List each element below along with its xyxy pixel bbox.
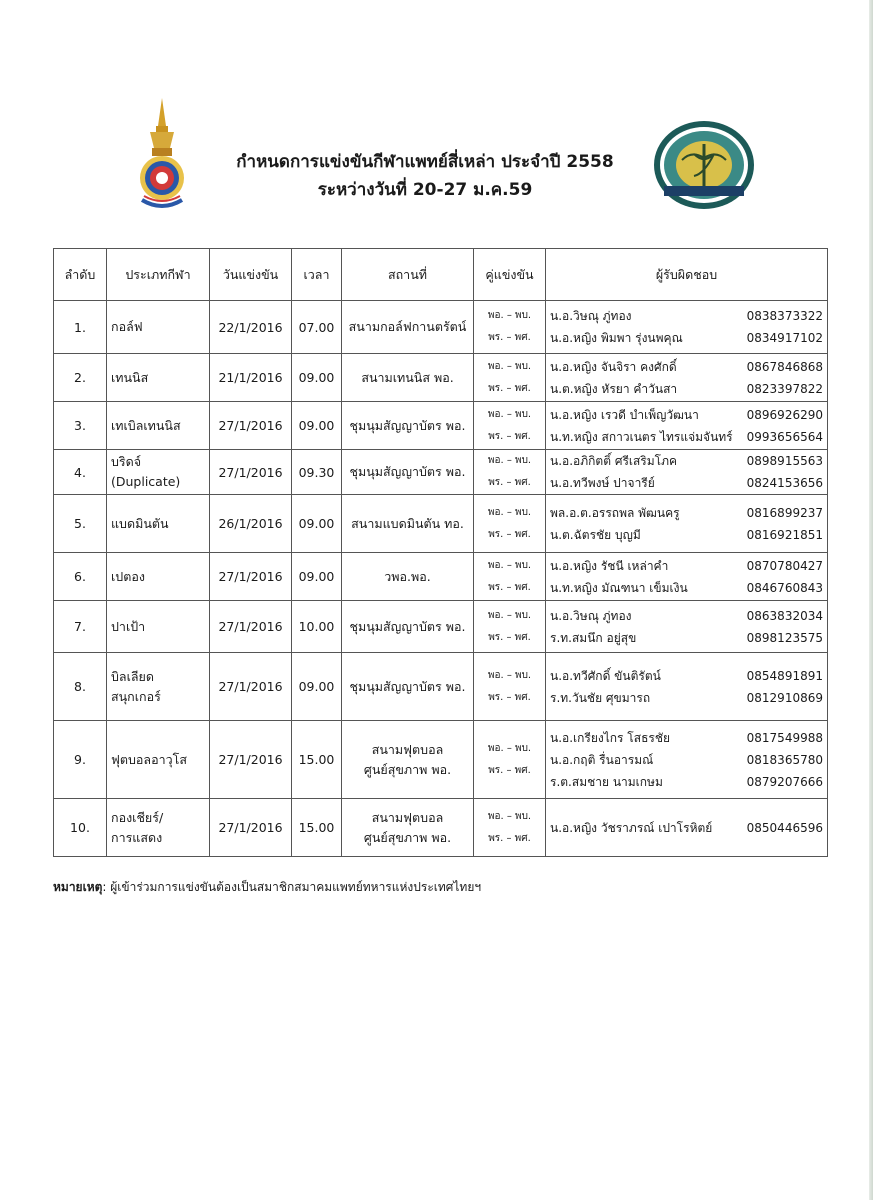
table-row <box>54 402 828 450</box>
person-name: น.อ.หญิง จันจิรา คงศักดิ์ <box>550 359 677 374</box>
person-name: น.อ.ทวีศักดิ์ ขันติรัตน์ <box>550 668 661 683</box>
responsible-person <box>550 450 823 472</box>
pair-line: พอ. – พบ. <box>487 360 532 372</box>
person-name: น.อ.วิษณุ ภู่ทอง <box>550 608 632 623</box>
cell-sport <box>107 301 210 354</box>
responsible-person <box>550 502 823 524</box>
person-phone: 0854891891 <box>746 668 823 683</box>
sport-name-line: บิลเลียด <box>111 668 154 684</box>
person-phone: 0834917102 <box>746 331 823 345</box>
cell-responsible <box>546 495 828 553</box>
person-name: น.อ.หญิง รัชนี เหล่าคำ <box>550 558 669 573</box>
responsible-person <box>550 305 823 327</box>
person-phone: 0898123575 <box>746 630 823 645</box>
sport-name-line: บริดจ์ <box>111 454 142 469</box>
cell-venue <box>342 721 474 799</box>
document-title: กำหนดการแข่งขันกีฬาแพทย์สี่เหล่า ประจำปี 2558 <box>236 152 614 172</box>
person-name: ร.ท.วันชัย ศุขมารถ <box>550 690 651 705</box>
venue-line: สนามเทนนิส พอ. <box>361 369 454 385</box>
pair-line: พร. – พศ. <box>488 430 531 442</box>
cell-no: 8. <box>54 653 107 721</box>
person-name: น.ท.หญิง มัณฑนา เข็มเงิน <box>550 580 688 595</box>
cell-date: 27/1/2016 <box>210 601 292 653</box>
cell-responsible <box>546 301 828 354</box>
pair-line: พอ. – พบ. <box>487 408 532 420</box>
person-phone: 0863832034 <box>746 608 823 623</box>
pair-line: พอ. – พบ. <box>487 669 532 681</box>
cell-time: 09.00 <box>292 553 342 601</box>
page-edge <box>869 0 873 1200</box>
sport-name-line: ฟุตบอลอาวุโส <box>111 751 187 767</box>
table-row <box>54 495 828 553</box>
responsible-person <box>550 665 823 687</box>
cell-venue <box>342 301 474 354</box>
cell-sport <box>107 653 210 721</box>
person-name: น.ต.ฉัตรชัย บุญมี <box>550 527 641 542</box>
table-header-row <box>54 249 828 301</box>
sport-name-line: สนุกเกอร์ <box>111 688 161 704</box>
table-row <box>54 301 828 354</box>
venue-line: สนามแบดมินตัน ทอ. <box>351 515 464 531</box>
cell-no: 2. <box>54 354 107 402</box>
person-phone: 0838373322 <box>746 309 823 323</box>
responsible-person <box>550 472 823 494</box>
cell-no: 3. <box>54 402 107 450</box>
cell-sport <box>107 495 210 553</box>
person-phone: 0898915563 <box>746 454 823 468</box>
cell-venue <box>342 553 474 601</box>
cell-venue <box>342 450 474 495</box>
venue-line: ชุมนุมสัญญาบัตร พอ. <box>349 618 466 634</box>
cell-pairs <box>474 301 546 354</box>
pair-line: พอ. – พบ. <box>487 310 532 321</box>
table-row <box>54 553 828 601</box>
pair-line: พร. – พศ. <box>488 631 531 643</box>
person-phone: 0818365780 <box>746 752 823 767</box>
cell-venue <box>342 354 474 402</box>
cell-time: 10.00 <box>292 601 342 653</box>
cell-responsible <box>546 721 828 799</box>
responsible-person <box>550 356 823 378</box>
person-phone: 0870780427 <box>746 558 823 573</box>
cell-no: 1. <box>54 301 107 354</box>
cell-responsible <box>546 450 828 495</box>
person-name: น.อ.วิษณุ ภู่ทอง <box>550 309 632 323</box>
pair-line: พอ. – พบ. <box>487 455 532 466</box>
pair-line: พร. – พศ. <box>488 528 531 540</box>
military-medical-association-seal-logo <box>652 120 756 210</box>
person-name: ร.ท.สมนึก อยู่สุข <box>550 630 637 645</box>
cell-sport <box>107 553 210 601</box>
sport-name-line: (Duplicate) <box>111 474 181 489</box>
document-title-block <box>210 148 640 204</box>
sport-name-line: ปาเป้า <box>111 618 146 634</box>
responsible-person <box>550 327 823 349</box>
cell-date: 22/1/2016 <box>210 301 292 354</box>
cell-sport <box>107 601 210 653</box>
sport-name-line: เทนนิส <box>111 369 149 385</box>
pair-line: พร. – พศ. <box>488 382 531 394</box>
table-row <box>54 601 828 653</box>
responsible-person <box>550 817 823 839</box>
person-phone: 0817549988 <box>746 730 823 745</box>
cell-no: 4. <box>54 450 107 495</box>
cell-sport <box>107 402 210 450</box>
header-pair: คู่แข่งขัน <box>474 249 546 301</box>
responsible-person <box>550 749 823 771</box>
cell-no: 6. <box>54 553 107 601</box>
cell-time: 09.00 <box>292 402 342 450</box>
header-no: ลำดับ <box>54 249 107 301</box>
table-row <box>54 653 828 721</box>
person-phone: 0993656564 <box>746 429 823 444</box>
person-name: พล.อ.ต.อรรถพล พัฒนครู <box>550 505 680 520</box>
venue-line: สนามฟุตบอล <box>371 741 444 757</box>
sport-name-line: กอล์ฟ <box>111 319 143 334</box>
person-phone: 0823397822 <box>746 381 823 396</box>
sport-name-line: เทเบิลเทนนิส <box>111 417 181 433</box>
cell-pairs <box>474 495 546 553</box>
cell-pairs <box>474 601 546 653</box>
cell-venue <box>342 601 474 653</box>
pair-line: พร. – พศ. <box>488 477 531 488</box>
cell-pairs <box>474 450 546 495</box>
person-phone: 0850446596 <box>746 820 823 835</box>
cell-time: 09.00 <box>292 653 342 721</box>
cell-sport <box>107 354 210 402</box>
responsible-person <box>550 627 823 649</box>
person-name: น.อ.ทวีพงษ์ ปาจารีย์ <box>550 476 655 490</box>
responsible-person <box>550 727 823 749</box>
responsible-person <box>550 577 823 599</box>
table-row <box>54 721 828 799</box>
sport-name-line: กองเชียร์/ <box>111 809 164 825</box>
pair-line: พร. – พศ. <box>488 832 531 844</box>
venue-line: ชุมนุมสัญญาบัตร พอ. <box>349 417 466 433</box>
cell-responsible <box>546 553 828 601</box>
venue-line: วพอ.พอ. <box>384 568 431 584</box>
cell-date: 27/1/2016 <box>210 450 292 495</box>
cell-date: 27/1/2016 <box>210 402 292 450</box>
responsible-person <box>550 771 823 793</box>
header-venue: สถานที่ <box>342 249 474 301</box>
cell-venue <box>342 653 474 721</box>
venue-line: ชุมนุมสัญญาบัตร พอ. <box>349 678 466 694</box>
person-name: น.อ.เกรียงไกร โสธรชัย <box>550 730 671 745</box>
header-time: เวลา <box>292 249 342 301</box>
cell-time: 09.00 <box>292 354 342 402</box>
cell-venue <box>342 402 474 450</box>
person-phone: 0812910869 <box>746 690 823 705</box>
cell-responsible <box>546 402 828 450</box>
person-phone: 0867846868 <box>746 359 823 374</box>
cell-date: 21/1/2016 <box>210 354 292 402</box>
cell-time: 15.00 <box>292 799 342 857</box>
venue-line: ชุมนุมสัญญาบัตร พอ. <box>349 464 466 479</box>
cell-sport <box>107 450 210 495</box>
sport-name-line: การแสดง <box>111 829 163 845</box>
cell-date: 26/1/2016 <box>210 495 292 553</box>
pair-line: พอ. – พบ. <box>487 810 532 822</box>
table-row <box>54 799 828 857</box>
cell-no: 9. <box>54 721 107 799</box>
army-medical-emblem-logo <box>134 96 190 214</box>
person-phone: 0896926290 <box>746 407 823 422</box>
cell-no: 7. <box>54 601 107 653</box>
pair-line: พอ. – พบ. <box>487 609 532 621</box>
pair-line: พร. – พศ. <box>488 764 531 776</box>
cell-time: 15.00 <box>292 721 342 799</box>
cell-responsible <box>546 653 828 721</box>
responsible-person <box>550 555 823 577</box>
header-responsible: ผู้รับผิดชอบ <box>546 249 828 301</box>
cell-pairs <box>474 721 546 799</box>
cell-pairs <box>474 553 546 601</box>
header-date: วันแข่งขัน <box>210 249 292 301</box>
table-row <box>54 354 828 402</box>
cell-responsible <box>546 354 828 402</box>
person-name: น.อ.หญิง พิมพา รุ่งนพคุณ <box>550 331 683 345</box>
cell-sport <box>107 721 210 799</box>
cell-no: 5. <box>54 495 107 553</box>
person-name: น.อ.หญิง เรวดี บำเพ็ญวัฒนา <box>550 407 699 422</box>
responsible-person <box>550 524 823 546</box>
cell-date: 27/1/2016 <box>210 799 292 857</box>
responsible-person <box>550 687 823 709</box>
cell-date: 27/1/2016 <box>210 721 292 799</box>
schedule-table-body <box>54 301 828 857</box>
person-phone: 0816921851 <box>746 527 823 542</box>
pair-line: พร. – พศ. <box>488 691 531 703</box>
person-name: น.อ.กฤติ รื่นอารมณ์ <box>550 752 654 767</box>
cell-responsible <box>546 601 828 653</box>
person-phone: 0879207666 <box>746 774 823 789</box>
person-name: น.อ.อภิกิตติ์ ศรีเสริมโภค <box>550 454 678 468</box>
sport-name-line: แบดมินตัน <box>111 515 169 531</box>
venue-line: ศูนย์สุขภาพ พอ. <box>363 761 452 777</box>
cell-pairs <box>474 354 546 402</box>
pair-line: พอ. – พบ. <box>487 742 532 754</box>
cell-time: 09.00 <box>292 495 342 553</box>
person-name: น.ท.หญิง สกาวเนตร ไทรแจ่มจันทร์ <box>550 429 733 444</box>
responsible-person <box>550 404 823 426</box>
person-name: น.อ.หญิง วัชราภรณ์ เปาโรหิตย์ <box>550 820 713 835</box>
document-subtitle: ระหว่างวันที่ 20-27 ม.ค.59 <box>317 180 533 200</box>
schedule-table <box>53 248 828 857</box>
footnote-label: หมายเหตุ <box>53 880 103 894</box>
cell-sport <box>107 799 210 857</box>
cell-date: 27/1/2016 <box>210 553 292 601</box>
person-name: น.ต.หญิง หัรยา คำวันสา <box>550 381 678 396</box>
person-phone: 0846760843 <box>746 580 823 595</box>
pair-line: พร. – พศ. <box>488 581 531 593</box>
responsible-person <box>550 605 823 627</box>
person-name: ร.ต.สมชาย นามเกษม <box>550 774 663 789</box>
pair-line: พอ. – พบ. <box>487 559 532 571</box>
person-phone: 0816899237 <box>746 505 823 520</box>
footnote-text: : ผู้เข้าร่วมการแข่งขันต้องเป็นสมาชิกสมาคมแพทย์ทหารแห่งประเทศไทยฯ <box>102 880 482 894</box>
responsible-person <box>550 378 823 400</box>
cell-pairs <box>474 402 546 450</box>
table-row <box>54 450 828 495</box>
responsible-person <box>550 426 823 448</box>
cell-time: 09.30 <box>292 450 342 495</box>
pair-line: พร. – พศ. <box>488 332 531 343</box>
cell-no: 10. <box>54 799 107 857</box>
cell-time: 07.00 <box>292 301 342 354</box>
cell-pairs <box>474 799 546 857</box>
venue-line: สนามฟุตบอล <box>371 809 444 825</box>
pair-line: พอ. – พบ. <box>487 506 532 518</box>
person-phone: 0824153656 <box>746 476 823 490</box>
cell-venue <box>342 799 474 857</box>
cell-date: 27/1/2016 <box>210 653 292 721</box>
footnote <box>53 878 481 897</box>
cell-responsible <box>546 799 828 857</box>
venue-line: สนามกอล์ฟกานตรัตน์ <box>348 319 467 334</box>
header-sport: ประเภทกีฬา <box>107 249 210 301</box>
venue-line: ศูนย์สุขภาพ พอ. <box>363 829 452 845</box>
cell-venue <box>342 495 474 553</box>
sport-name-line: เปตอง <box>111 568 145 584</box>
cell-pairs <box>474 653 546 721</box>
